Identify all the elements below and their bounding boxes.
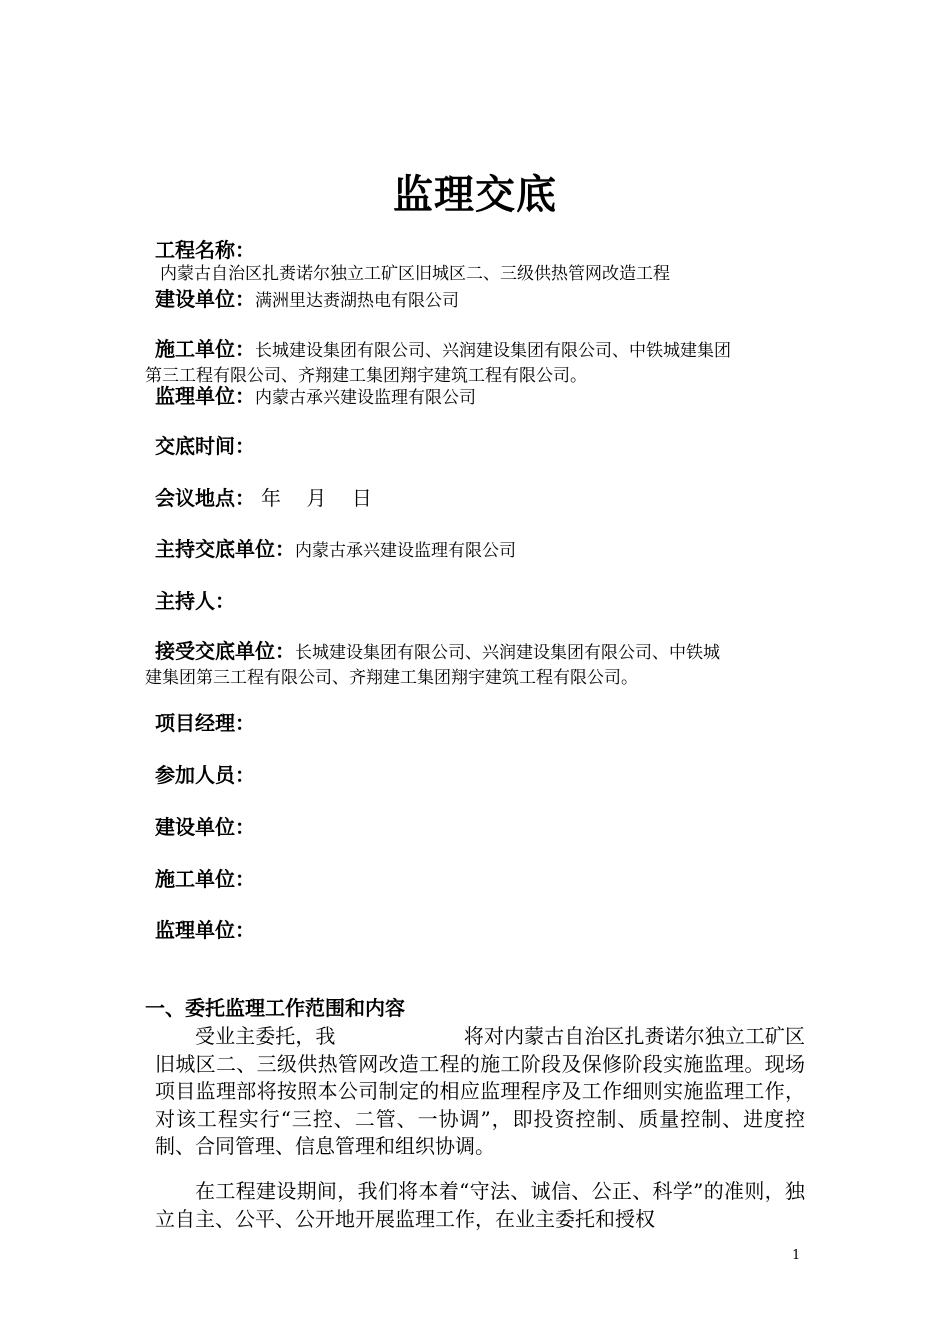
section1-heading: 一、委托监理工作范围和内容 [145, 996, 405, 1020]
time-value: 年 月 日 [261, 486, 372, 510]
host-unit-row [155, 536, 516, 565]
supervisor2-label: 监理单位： [155, 918, 255, 942]
section1-paragraph1: 受业主委托，我 将对内蒙古自治区扎赉诺尔独立工矿区旧城区二、三级供热管网改造工程的施工阶段及保修阶段实施监理。现场项目监理部将按照本公司制定的相应监理程序及工作细则实施监理工作，对该工程实行“三控、二管、一协调”，即投资控制、质量控制、进度控制、合同管理、信息管理和组织协调。 [155, 1024, 805, 1158]
contractor-block [145, 337, 810, 389]
receiver-label: 接受交底单位： [155, 639, 295, 663]
owner-row [155, 286, 459, 315]
attendees-label: 参加人员： [155, 763, 255, 787]
supervisor-row [155, 383, 476, 412]
contractor-value-line1: 长城建设集团有限公司、兴润建设集团有限公司、中铁城建集团 [255, 341, 731, 361]
supervisor2-row [155, 917, 255, 946]
pm-label: 项目经理： [155, 711, 255, 735]
contractor2-label: 施工单位： [155, 867, 255, 891]
supervisor-label: 监理单位： [155, 384, 255, 408]
page-number: 1 [792, 1248, 801, 1263]
section1-paragraph2: 在工程建设期间，我们将本着“守法、诚信、公正、科学”的准则，独立自主、公平、公开地开展监理工作，在业主委托和授权 [155, 1179, 805, 1231]
project-name-label: 工程名称： [155, 238, 255, 262]
venue-label: 会议地点： [155, 486, 255, 510]
owner2-label: 建设单位： [155, 815, 255, 839]
owner-value: 满洲里达赉湖热电有限公司 [255, 291, 459, 311]
supervisor-value: 内蒙古承兴建设监理有限公司 [255, 388, 476, 408]
contractor-label: 施工单位： [155, 337, 255, 361]
owner-label: 建设单位： [155, 287, 255, 311]
project-name-value: 内蒙古自治区扎赉诺尔独立工矿区旧城区二、三级供热管网改造工程 [160, 264, 670, 284]
time-value-row [245, 459, 372, 540]
owner2-row [155, 814, 255, 843]
contractor2-row [155, 866, 255, 895]
project-name-row [160, 261, 670, 288]
venue-row [155, 485, 255, 514]
receiver-value-line2: 建集团第三工程有限公司、齐翔建工集团翔宇建筑工程有限公司。 [145, 668, 638, 688]
receiver-block [145, 639, 810, 691]
host-row [155, 588, 235, 617]
host-unit-value: 内蒙古承兴建设监理有限公司 [295, 541, 516, 561]
host-unit-label: 主持交底单位： [155, 537, 295, 561]
document-title: 监理交底 [393, 172, 557, 218]
attendees-row [155, 762, 255, 791]
time-label: 交底时间： [155, 434, 255, 458]
host-label: 主持人： [155, 589, 235, 613]
time-label-row [155, 433, 255, 462]
contractor-value-line2: 第三工程有限公司、齐翔建工集团翔宇建筑工程有限公司。 [145, 366, 587, 386]
receiver-value-line1: 长城建设集团有限公司、兴润建设集团有限公司、中铁城 [295, 643, 720, 663]
pm-row [155, 710, 255, 739]
